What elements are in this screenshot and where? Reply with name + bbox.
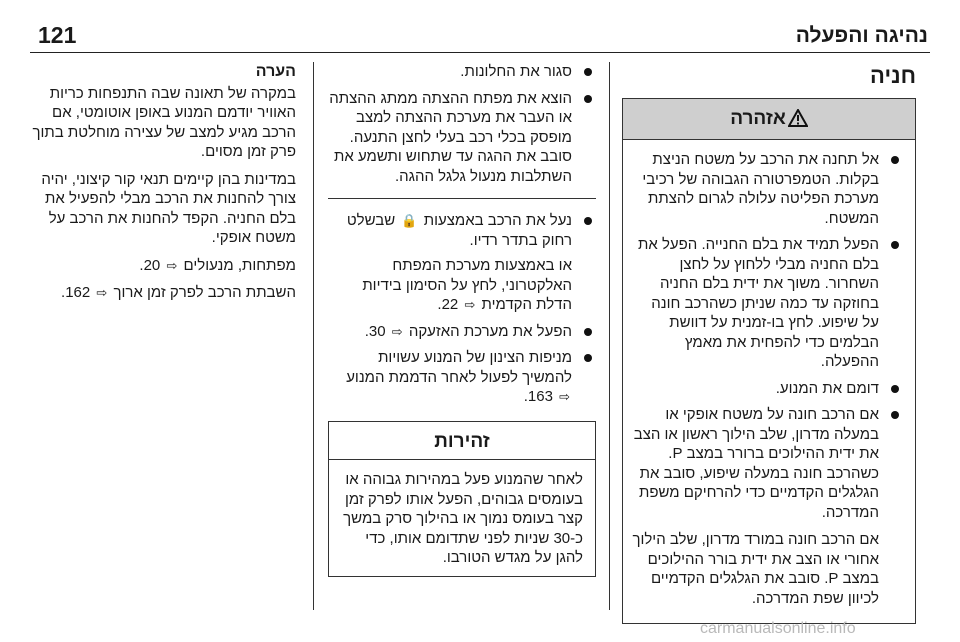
- page-ref[interactable]: 163.: [523, 388, 553, 405]
- column-divider-right: [609, 62, 610, 610]
- keyless-paragraph: או באמצעות מערכת המפתח האלקטרוני, לחץ על הסימון בידיות הדלת הקדמית: [362, 257, 572, 313]
- list-item: נעל את הרכב באמצעות 🔒 שבשלט רחוק בתדר רדיו. או באמצעות מערכת המפתח האלקטרוני, לחץ על הסימון בידיות הדלת הקדמית ⇨ 22.: [328, 211, 596, 315]
- page-ref[interactable]: 20.: [139, 256, 161, 274]
- page-ref-icon: ⇨: [166, 257, 178, 273]
- list-item: מניפות הצינון של המנוע עשויות להמשיך לפעול לאחר הדממת המנוע ⇨ 163.: [328, 348, 596, 407]
- list-item: דומם את המנוע.: [631, 379, 903, 399]
- page-ref-icon: ⇨: [464, 297, 476, 312]
- page-title: נהיגה והפעלה: [795, 24, 928, 47]
- caution-text: לאחר שהמנוע פעל במהירות גבוהה או בעומסים גבוהים, הפעל אותו לפרק זמן קצר בעומס נמוך או בהילוך סרק במשך כ-30 שניות לפני שתדומם אותו, כדי להגן על מגדש הטורבו.: [343, 471, 583, 566]
- caution-box: [328, 421, 596, 577]
- cross-reference: מפתחות, מנעולים ⇨ 20.: [139, 256, 296, 274]
- note-column: [30, 62, 296, 311]
- page-header: [30, 22, 930, 53]
- caution-box-title: זהירות: [329, 422, 595, 461]
- cross-reference: השבתת הרכב לפרק זמן ארוך ⇨ 162.: [61, 284, 296, 301]
- list-item: הפעל תמיד את בלם החנייה. הפעל את בלם החניה מבלי ללחוץ על לחצן השחרור. משוך את ידית בלם החניה בחוזקה עד כמה שניתן כשהרכב חונה על שיפוע. לחץ בו-זמנית על דוושת הבלמים כדי להפחית את מאמץ ההפעלה.: [631, 235, 903, 372]
- warning-box: [622, 98, 916, 625]
- page-ref-icon: ⇨: [96, 285, 108, 300]
- warning-box-header: [623, 99, 915, 141]
- note-text: במקרה של תאונה שבה התנפחות כריות האוויר יודמם המנוע באופן אוטומטי, אם הרכב מגיע למצב של עצירה מוחלטת בתוך פרק זמן מסוים.: [32, 84, 296, 160]
- list-item: הוצא את מפתח ההצתה ממתג ההצתה או העבר את מערכת ההצתה למצב מופסק בכלי רכב בעלי לחצן התנעה. סובב את ההגה עד שתחוש ותשמע את השתלבות מנעול גלגל ההגה.: [328, 89, 596, 187]
- page-ref-icon: ⇨: [559, 389, 570, 404]
- divider: [328, 198, 596, 199]
- warning-box-title: אזהרה: [730, 107, 786, 129]
- parking-column: [622, 58, 916, 636]
- instructions-column: [328, 62, 596, 589]
- warning-triangle-icon: [788, 109, 808, 132]
- lock-icon: 🔒: [401, 213, 418, 228]
- downhill-paragraph: אם הרכב חונה במורד מדרון, שלב הילוך אחורי או הצב את ידית בורר ההילוכים במצב P. סובב את הגלגלים הקדמיים לכיוון שפת המדרכה.: [632, 531, 879, 607]
- cold-climate-paragraph: במדינות בהן קיימים תנאי קור קיצוני, יהיה צורך להחנות את הרכב מבלי להפעיל את בלם החניה. הקפד להחנות את הרכב על משטח אופקי.: [41, 170, 296, 246]
- page-ref[interactable]: 22.: [437, 296, 459, 313]
- list-item: אם הרכב חונה על משטח אופקי או במעלה מדרון, שלב הילוך ראשון או הצב את ידית ההילוכים ברורר במצב P. כשהרכב חונה במעלה שיפוע, סובב את הגלגלים הקדמיים כדי להרחיקם משפת המדרכה. אם הרכב חונה במורד מדרון, שלב הילוך אחורי או הצב את ידית בורר ההילוכים במצב P. סובב את הגלגלים הקדמיים לכיוון שפת המדרכה.: [631, 405, 903, 608]
- page-ref-icon: ⇨: [391, 323, 403, 339]
- page-ref[interactable]: 30.: [364, 322, 386, 340]
- list-item: סגור את החלונות.: [328, 62, 596, 82]
- list-item: אל תחנה את הרכב על משטח הניצת בקלות. הטמפרטורה הגבוהה של רכיבי מערכת הפליטה עלולה לגרום להצתת המשטח.: [631, 150, 903, 228]
- watermark: carmanualsonline.info: [700, 620, 856, 637]
- list-item: הפעל את מערכת האזעקה ⇨ 30.: [328, 322, 596, 342]
- page-number: 121: [38, 22, 77, 48]
- note-title: הערה: [255, 63, 296, 80]
- column-divider-left: [313, 62, 314, 610]
- section-title-parking: חניה: [870, 63, 916, 88]
- page-ref[interactable]: 162.: [61, 284, 91, 301]
